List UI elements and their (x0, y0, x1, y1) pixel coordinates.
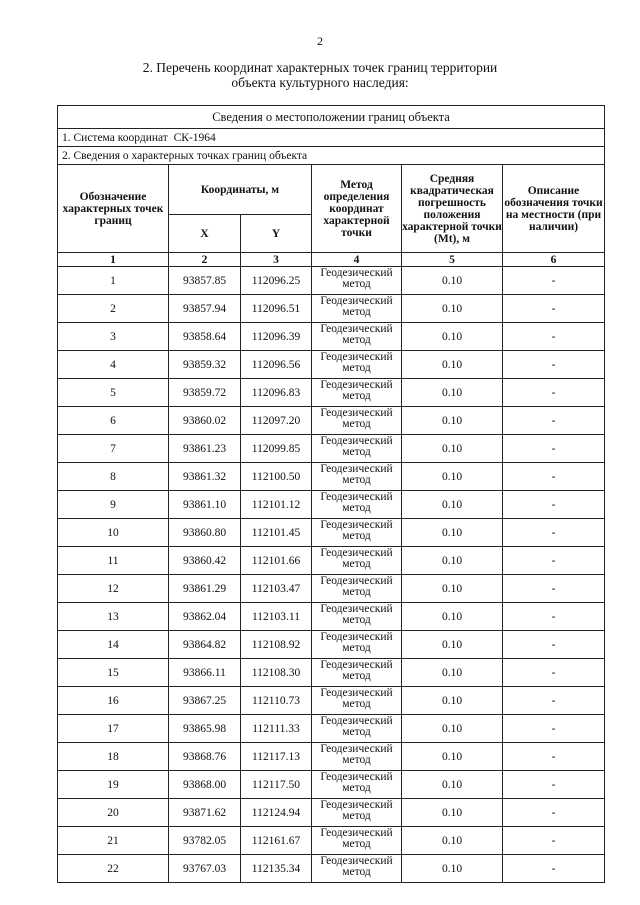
description-cell: - (503, 743, 605, 771)
heading-line-1: 2. Перечень координат характерных точек границ территории (142, 60, 498, 75)
point-number-cell: 1 (58, 267, 169, 295)
description-cell: - (503, 575, 605, 603)
coord-system-row (58, 129, 605, 147)
table-row (58, 631, 605, 659)
accuracy-cell: 0.10 (402, 715, 503, 743)
accuracy-cell: 0.10 (402, 267, 503, 295)
header-accuracy: Средняя квадратическая погрешность положения характерной точки (Mt), м (402, 165, 503, 253)
x-coordinate-cell: 93861.10 (169, 491, 241, 519)
method-cell: Геодезический метод (312, 547, 402, 575)
accuracy-cell: 0.10 (402, 463, 503, 491)
x-coordinate-cell: 93859.72 (169, 379, 241, 407)
description-cell: - (503, 687, 605, 715)
point-number-cell: 19 (58, 771, 169, 799)
table-row (58, 575, 605, 603)
description-cell: - (503, 631, 605, 659)
column-number: 5 (402, 253, 503, 267)
table-row (58, 547, 605, 575)
column-number: 4 (312, 253, 402, 267)
x-coordinate-cell: 93868.00 (169, 771, 241, 799)
y-coordinate-cell: 112110.73 (241, 687, 312, 715)
y-coordinate-cell: 112101.45 (241, 519, 312, 547)
y-coordinate-cell: 112135.34 (241, 855, 312, 883)
header-coordinates: Координаты, м (169, 165, 312, 215)
y-coordinate-cell: 112096.56 (241, 351, 312, 379)
point-number-cell: 7 (58, 435, 169, 463)
method-cell: Геодезический метод (312, 435, 402, 463)
method-cell: Геодезический метод (312, 267, 402, 295)
point-number-cell: 9 (58, 491, 169, 519)
accuracy-cell: 0.10 (402, 631, 503, 659)
accuracy-cell: 0.10 (402, 519, 503, 547)
point-number-cell: 14 (58, 631, 169, 659)
description-cell: - (503, 827, 605, 855)
point-number-cell: 18 (58, 743, 169, 771)
x-coordinate-cell: 93858.64 (169, 323, 241, 351)
table-row (58, 435, 605, 463)
x-coordinate-cell: 93859.32 (169, 351, 241, 379)
y-coordinate-cell: 112096.39 (241, 323, 312, 351)
header-description: Описание обозначения точки на местности (при наличии) (503, 165, 605, 253)
column-number: 1 (58, 253, 169, 267)
method-cell: Геодезический метод (312, 771, 402, 799)
method-cell: Геодезический метод (312, 603, 402, 631)
table-row (58, 519, 605, 547)
y-coordinate-cell: 112100.50 (241, 463, 312, 491)
method-cell: Геодезический метод (312, 407, 402, 435)
y-coordinate-cell: 112111.33 (241, 715, 312, 743)
y-coordinate-cell: 112096.25 (241, 267, 312, 295)
description-cell: - (503, 715, 605, 743)
description-cell: - (503, 771, 605, 799)
table-row (58, 323, 605, 351)
accuracy-cell: 0.10 (402, 743, 503, 771)
page-number: 2 (317, 34, 323, 48)
coord-system-label: 1. Система координат (62, 131, 168, 144)
method-cell: Геодезический метод (312, 659, 402, 687)
y-coordinate-cell: 112103.11 (241, 603, 312, 631)
table-row (58, 295, 605, 323)
y-coordinate-cell: 112097.20 (241, 407, 312, 435)
table-row (58, 351, 605, 379)
point-number-cell: 6 (58, 407, 169, 435)
x-coordinate-cell: 93867.25 (169, 687, 241, 715)
description-cell: - (503, 407, 605, 435)
x-coordinate-cell: 93860.80 (169, 519, 241, 547)
x-coordinate-cell: 93861.32 (169, 463, 241, 491)
x-coordinate-cell: 93864.82 (169, 631, 241, 659)
x-coordinate-cell: 93865.98 (169, 715, 241, 743)
method-cell: Геодезический метод (312, 519, 402, 547)
x-coordinate-cell: 93871.62 (169, 799, 241, 827)
description-cell: - (503, 351, 605, 379)
y-coordinate-cell: 112117.50 (241, 771, 312, 799)
table-row (58, 491, 605, 519)
point-number-cell: 17 (58, 715, 169, 743)
y-coordinate-cell: 112101.66 (241, 547, 312, 575)
table-row (58, 659, 605, 687)
accuracy-cell: 0.10 (402, 799, 503, 827)
y-coordinate-cell: 112096.51 (241, 295, 312, 323)
method-cell: Геодезический метод (312, 575, 402, 603)
accuracy-cell: 0.10 (402, 407, 503, 435)
y-coordinate-cell: 112099.85 (241, 435, 312, 463)
point-number-cell: 5 (58, 379, 169, 407)
x-coordinate-cell: 93866.11 (169, 659, 241, 687)
x-coordinate-cell: 93860.02 (169, 407, 241, 435)
coord-system-value: СК-1964 (173, 131, 216, 144)
y-coordinate-cell: 112096.83 (241, 379, 312, 407)
description-cell: - (503, 547, 605, 575)
point-number-cell: 16 (58, 687, 169, 715)
accuracy-cell: 0.10 (402, 435, 503, 463)
table-row (58, 379, 605, 407)
point-number-cell: 13 (58, 603, 169, 631)
points-info-row: 2. Сведения о характерных точках границ объекта (58, 147, 605, 165)
accuracy-cell: 0.10 (402, 323, 503, 351)
y-coordinate-cell: 112108.30 (241, 659, 312, 687)
method-cell: Геодезический метод (312, 631, 402, 659)
header-x: X (169, 215, 241, 253)
column-number: 3 (241, 253, 312, 267)
table-row (58, 603, 605, 631)
description-cell: - (503, 603, 605, 631)
point-number-cell: 10 (58, 519, 169, 547)
column-number: 2 (169, 253, 241, 267)
table-row (58, 463, 605, 491)
accuracy-cell: 0.10 (402, 575, 503, 603)
x-coordinate-cell: 93868.76 (169, 743, 241, 771)
point-number-cell: 3 (58, 323, 169, 351)
y-coordinate-cell: 112117.13 (241, 743, 312, 771)
point-number-cell: 2 (58, 295, 169, 323)
description-cell: - (503, 379, 605, 407)
accuracy-cell: 0.10 (402, 351, 503, 379)
method-cell: Геодезический метод (312, 799, 402, 827)
accuracy-cell: 0.10 (402, 547, 503, 575)
point-number-cell: 22 (58, 855, 169, 883)
accuracy-cell: 0.10 (402, 379, 503, 407)
point-number-cell: 12 (58, 575, 169, 603)
table-row (58, 407, 605, 435)
column-number-row (58, 253, 605, 267)
table-row (58, 855, 605, 883)
table-row (58, 827, 605, 855)
x-coordinate-cell: 93857.85 (169, 267, 241, 295)
table-row (58, 687, 605, 715)
accuracy-cell: 0.10 (402, 771, 503, 799)
description-cell: - (503, 463, 605, 491)
accuracy-cell: 0.10 (402, 295, 503, 323)
accuracy-cell: 0.10 (402, 855, 503, 883)
x-coordinate-cell: 93860.42 (169, 547, 241, 575)
accuracy-cell: 0.10 (402, 491, 503, 519)
description-cell: - (503, 799, 605, 827)
method-cell: Геодезический метод (312, 351, 402, 379)
header-method: Метод определения координат характерной точки (312, 165, 402, 253)
method-cell: Геодезический метод (312, 379, 402, 407)
table-banner: Сведения о местоположении границ объекта (58, 106, 605, 129)
description-cell: - (503, 295, 605, 323)
heading-line-2: объекта культурного наследия: (231, 75, 409, 90)
accuracy-cell: 0.10 (402, 687, 503, 715)
method-cell: Геодезический метод (312, 855, 402, 883)
header-designation: Обозначение характерных точек границ (58, 165, 169, 253)
description-cell: - (503, 855, 605, 883)
point-number-cell: 4 (58, 351, 169, 379)
method-cell: Геодезический метод (312, 743, 402, 771)
method-cell: Геодезический метод (312, 687, 402, 715)
description-cell: - (503, 659, 605, 687)
table-row (58, 715, 605, 743)
table-body (58, 267, 605, 883)
table-row (58, 743, 605, 771)
x-coordinate-cell: 93857.94 (169, 295, 241, 323)
method-cell: Геодезический метод (312, 715, 402, 743)
x-coordinate-cell: 93767.03 (169, 855, 241, 883)
description-cell: - (503, 491, 605, 519)
description-cell: - (503, 435, 605, 463)
x-coordinate-cell: 93861.29 (169, 575, 241, 603)
table-row (58, 799, 605, 827)
point-number-cell: 15 (58, 659, 169, 687)
y-coordinate-cell: 112108.92 (241, 631, 312, 659)
accuracy-cell: 0.10 (402, 659, 503, 687)
accuracy-cell: 0.10 (402, 603, 503, 631)
y-coordinate-cell: 112124.94 (241, 799, 312, 827)
y-coordinate-cell: 112161.67 (241, 827, 312, 855)
y-coordinate-cell: 112101.12 (241, 491, 312, 519)
x-coordinate-cell: 93782.05 (169, 827, 241, 855)
y-coordinate-cell: 112103.47 (241, 575, 312, 603)
x-coordinate-cell: 93862.04 (169, 603, 241, 631)
method-cell: Геодезический метод (312, 491, 402, 519)
method-cell: Геодезический метод (312, 463, 402, 491)
accuracy-cell: 0.10 (402, 827, 503, 855)
description-cell: - (503, 267, 605, 295)
document-heading (0, 60, 640, 90)
coordinates-table (57, 105, 605, 883)
description-cell: - (503, 323, 605, 351)
description-cell: - (503, 519, 605, 547)
column-number: 6 (503, 253, 605, 267)
method-cell: Геодезический метод (312, 323, 402, 351)
table-row (58, 267, 605, 295)
point-number-cell: 8 (58, 463, 169, 491)
table-row (58, 771, 605, 799)
method-cell: Геодезический метод (312, 827, 402, 855)
x-coordinate-cell: 93861.23 (169, 435, 241, 463)
point-number-cell: 20 (58, 799, 169, 827)
point-number-cell: 21 (58, 827, 169, 855)
point-number-cell: 11 (58, 547, 169, 575)
method-cell: Геодезический метод (312, 295, 402, 323)
header-y: Y (241, 215, 312, 253)
